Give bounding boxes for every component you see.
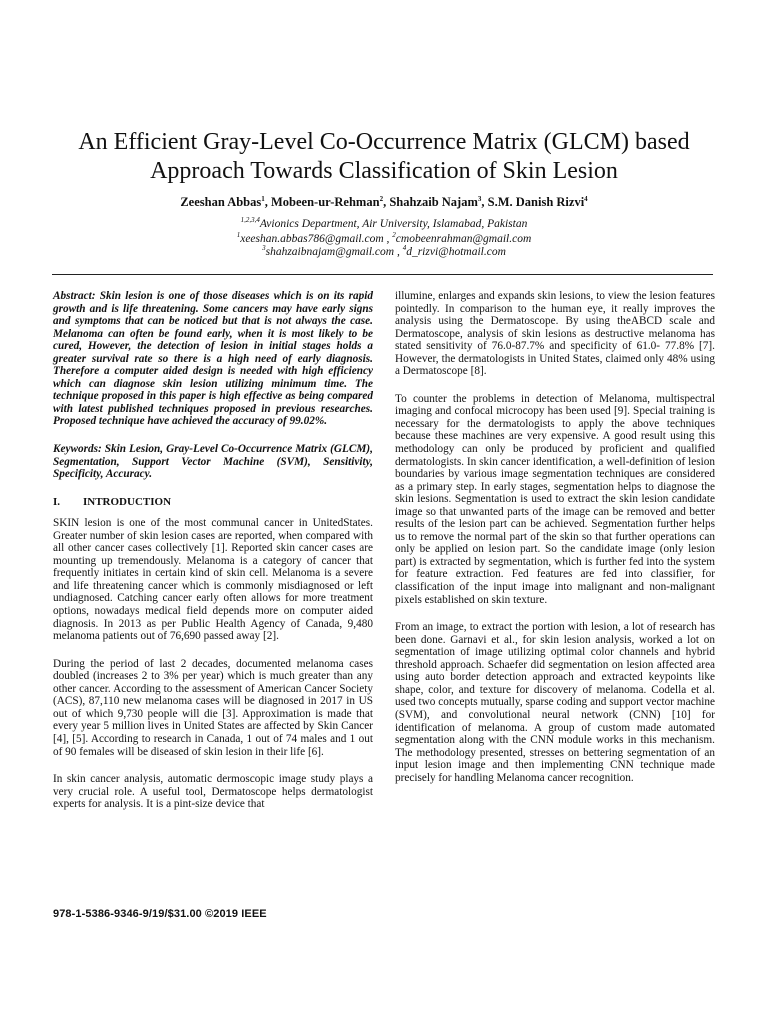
affiliation — [40, 218, 728, 231]
email-separator: , — [394, 246, 403, 258]
email-sup: 2 — [392, 231, 396, 240]
affiliation-sup: 1,2,3,4 — [240, 216, 260, 225]
author-sup: 2 — [379, 194, 384, 203]
paragraph: illumine, enlarges and expands skin lesions, to view the lesion features pointedly. In comparison to the human eye, it really improves the analysis using the Dermatoscope. By using theABCD scale and Dermatoscope, analysis of skin lesions as destructive melanoma has stated sensitivity of 76.0-87.7% and specificity of 61.0- 77.8% [7]. However, the dermatologists in United States, claimed only 48% using a Dermatoscope [8]. — [395, 290, 715, 378]
author-name: Zeeshan Abbas — [180, 195, 262, 209]
email: shahzaibnajam@gmail.com — [265, 246, 395, 258]
keywords: Keywords: Skin Lesion, Gray-Level Co-Occurrence Matrix (GLCM), Segmentation, Support Vector Machine (SVM), Sensitivity, Specificity, Accuracy. — [53, 443, 373, 481]
email: xeeshan.abbas786@gmail.com — [240, 233, 384, 245]
right-column — [395, 290, 715, 799]
author-name: S.M. Danish Rizvi — [487, 195, 585, 209]
paper-title — [40, 128, 728, 186]
paragraph: SKIN lesion is one of the most communal cancer in UnitedStates. Greater number of skin lesion cases are reported, when compared with all other cancer cases collectively [1]. Reported skin cancer cases are mounting up tremendously. Melanoma is a category of cancer that frequently initiates in certain kind of skin cell. Melanoma is a severe and life threatening cancer which is commonly misdiagnosed or left undiagnosed. Catching cancer early often allows for more treatment options, nowadays medical field depends more on computer aided diagnosis. In 2013 as per Public Health Agency of Canada, 9,480 melanoma patients out of 76,690 passed away [2]. — [53, 517, 373, 643]
email-sup: 1 — [236, 231, 241, 240]
author-list: Zeeshan Abbas$^1$, Mobeen-ur-Rehman$^2$, Shahzaib Najam$^3$, S.M. Danish Rizvi$^4$ — [180, 194, 588, 209]
email-sup: 3 — [262, 244, 266, 253]
paragraph: During the period of last 2 decades, documented melanoma cases doubled (increases 2 to 3% per year) which is much greater than any other cancer. According to the assessment of American Cancer Society (ACS), 87,110 new melanoma cases will be diagnosed in 2017 in US out of which 9,730 people will die [3]. Approximation is made that every year 5 million lives in United States are affected by Skin Cancer [4], [5]. According to research in Canada, 1 out of 74 males and 1 out of 90 females will be diseased of skin lesion in their life [6]. — [53, 657, 373, 758]
email-line-2 — [40, 246, 728, 259]
copyright-footer: 978-1-5386-9346-9/19/$31.00 ©2019 IEEE — [53, 908, 267, 920]
affiliation-text: Avionics Department, Air University, Islamabad, Pakistan — [259, 218, 528, 230]
paragraph: From an image, to extract the portion with lesion, a lot of research has been done. Garnavi et al., for skin lesion analysis, worked a lot on segmentation of image utilizing optimal color channels and hybrid threshold approach. Schaefer did segmentation on lesion affected area using auto border detection approach and extracted keypoints like shape, color, and texture for discovery of melanoma. Codella et al. used two concepts mutually, sparse coding and support vector machine (SVM), and convolutional neural network (CNN) [10] for identification of melanoma. A group of custom made automated segmentation along with the CNN module works in this mechanism. The methodology presented, stresses on bettering segmentation of an input lesion image and then implementing CNN technique made precisely for handling Melanoma cancer recognition. — [395, 621, 715, 784]
email-separator: , — [383, 233, 393, 245]
header-divider — [52, 274, 713, 275]
section-heading — [53, 496, 373, 509]
title-line-1: An Efficient Gray-Level Co-Occurrence Matrix (GLCM) based — [78, 129, 690, 155]
left-column — [53, 290, 373, 826]
author-sup: 1 — [261, 194, 265, 203]
email: d_rizvi@hotmail.com — [406, 246, 506, 258]
title-line-2: Approach Towards Classification of Skin Lesion — [150, 158, 618, 184]
email-sup: 4 — [402, 244, 407, 253]
paragraph: To counter the problems in detection of Melanoma, multispectral imaging and confocal microcopy has been used [9]. Special training is necessary for the dermatologists to apply the above techniques because these machines are very expensive. A good result using this methodology can only be produced by proficient and qualified dermatologists. In skin cancer identification, a well-definition of lesion boundaries by various image segmentation techniques are considered as a primary step. In early stages, segmentation helps to diagnose the skin lesions. Segmentation is used to extract the skin lesion candidate image so that unwanted parts of the image can be removed and better results of the lesion part can be achieved. Segmentation further helps us to remove the normal part of the skin so that further operations can only be applied on lesion part. So the candidate image (only lesion part) is extracted by segmentation, which is further fed into the system for feature extraction. Fed features are fed into classifier, for classification of the input image into malignant and non-malignant pixels established on skin texture. — [395, 392, 715, 606]
author-sup: 3 — [477, 194, 482, 203]
email-line-1 — [40, 233, 728, 246]
section-title: INTRODUCTION — [83, 495, 172, 508]
author-sup: 4 — [584, 194, 588, 203]
author-name: Shahzaib Najam — [389, 195, 478, 209]
author-name: Mobeen-ur-Rehman — [271, 195, 380, 209]
email: cmobeenrahman@gmail.com — [395, 233, 532, 245]
paragraph: In skin cancer analysis, automatic dermoscopic image study plays a very crucial role. A useful tool, Dermatoscope helps dermatologist experts for analysis. It is a pint-size device that — [53, 773, 373, 811]
section-number: I. — [53, 495, 61, 508]
abstract: Abstract: Skin lesion is one of those diseases which is on its rapid growth and is life threatening. Some cancers may have early signs and symptoms that can be noticed but that is not always the case. Melanoma can often be found early, when it is most likely to be cured, However, the detection of lesion in initial stages holds a greater survival rate so there is a high need of early diagnosis. Therefore a computer aided design is needed with high efficiency which can diagnose skin lesion utilizing minimum time. The technique proposed in this paper is high effective as being compared with latest published techniques proposed in previous researches. Proposed technique have achieved the accuracy of 99.02%. — [53, 290, 373, 428]
